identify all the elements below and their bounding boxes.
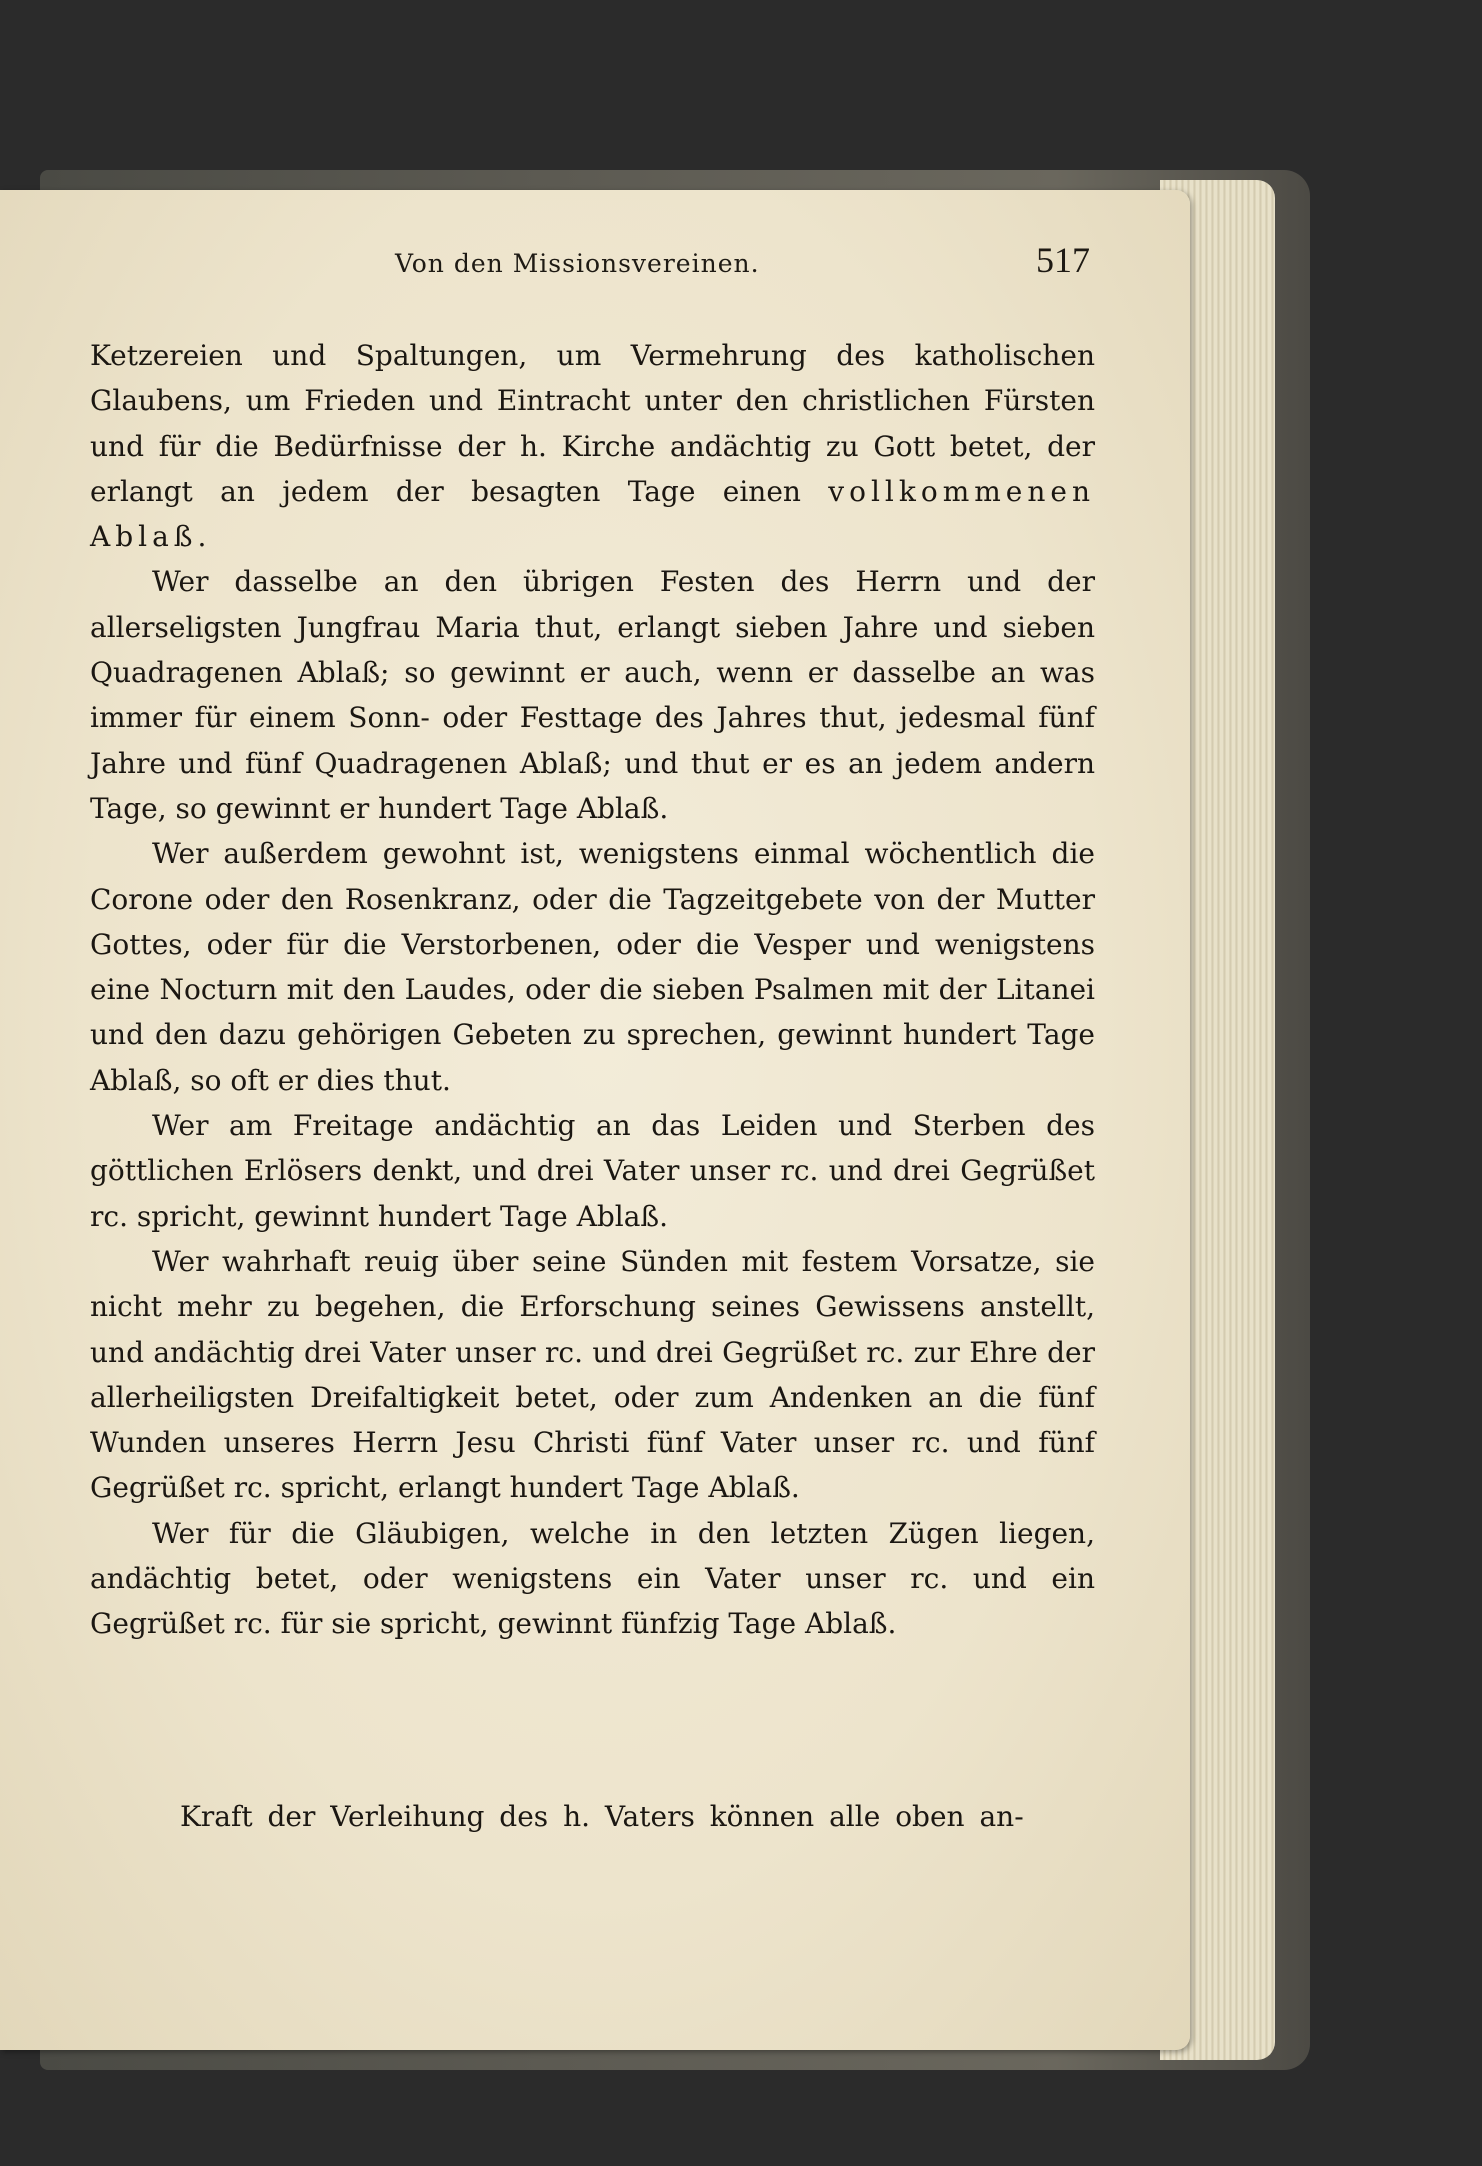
emphasized-phrase: vollkommenen Ablaß. [90, 474, 1095, 554]
catchline: Kraft der Verleihung des h. Vaters können alle oben an- [180, 1800, 1024, 1833]
paragraph-1-text: Ketzereien und Spaltungen, um Vermehrung des katholischen Glaubens, um Frieden und Eintracht unter den christlichen Fürsten und für die Bedürfnisse der h. Kirche andächtig zu Gott betet, der erlangt an jedem der besagten Tage einen [90, 339, 1095, 508]
paragraph-4: Wer am Freitage andächtig an das Leiden und Sterben des göttlichen Erlösers denkt, und drei Vater unser rc. und drei Gegrüßet rc. spricht, gewinnt hundert Tage Ablaß. [90, 1109, 1095, 1233]
running-head: Von den Missionsvereinen. [395, 249, 760, 278]
paragraph-5: Wer wahrhaft reuig über seine Sünden mit festem Vorsatze, sie nicht mehr zu begehen, die Erforschung seines Gewissens anstellt, und andächtig drei Vater unser rc. und drei Gegrüßet rc. zur Ehre der allerheiligsten Dreifaltigkeit betet, oder zum Andenken an die fünf Wunden unseres Herrn Jesu Christi fünf Vater unser rc. und fünf Gegrüßet rc. spricht, erlangt hundert Tage Ablaß. [90, 1244, 1095, 1505]
page-header [90, 240, 1090, 295]
page-number: 517 [1036, 240, 1090, 280]
body-text [90, 333, 1095, 1647]
paragraph-6: Wer für die Gläubigen, welche in den letzten Zügen liegen, andächtig betet, oder wenigstens ein Vater unser rc. und ein Gegrüßet rc. für sie spricht, gewinnt fünfzig Tage Ablaß. [90, 1516, 1095, 1641]
paragraph-3: Wer außerdem gewohnt ist, wenigstens einmal wöchentlich die Corone oder den Rosenkranz, oder die Tagzeitgebete von der Mutter Gottes, oder für die Verstorbenen, oder die Vesper und wenigstens eine Nocturn mit den Laudes, oder die sieben Psalmen mit der Litanei und den dazu gehörigen Gebeten zu sprechen, gewinnt hundert Tage Ablaß, so oft er dies thut. [90, 837, 1095, 1097]
paragraph-1 [90, 333, 1095, 559]
paragraph-2: Wer dasselbe an den übrigen Festen des Herrn und der allerseligsten Jungfrau Maria thut, erlangt sieben Jahre und sieben Quadragenen Ablaß; so gewinnt er auch, wenn er dasselbe an was immer für einem Sonn- oder Festtage des Jahres thut, jedesmal fünf Jahre und fünf Quadragenen Ablaß; und thut er es an jedem andern Tage, so gewinnt er hundert Tage Ablaß. [90, 565, 1095, 825]
